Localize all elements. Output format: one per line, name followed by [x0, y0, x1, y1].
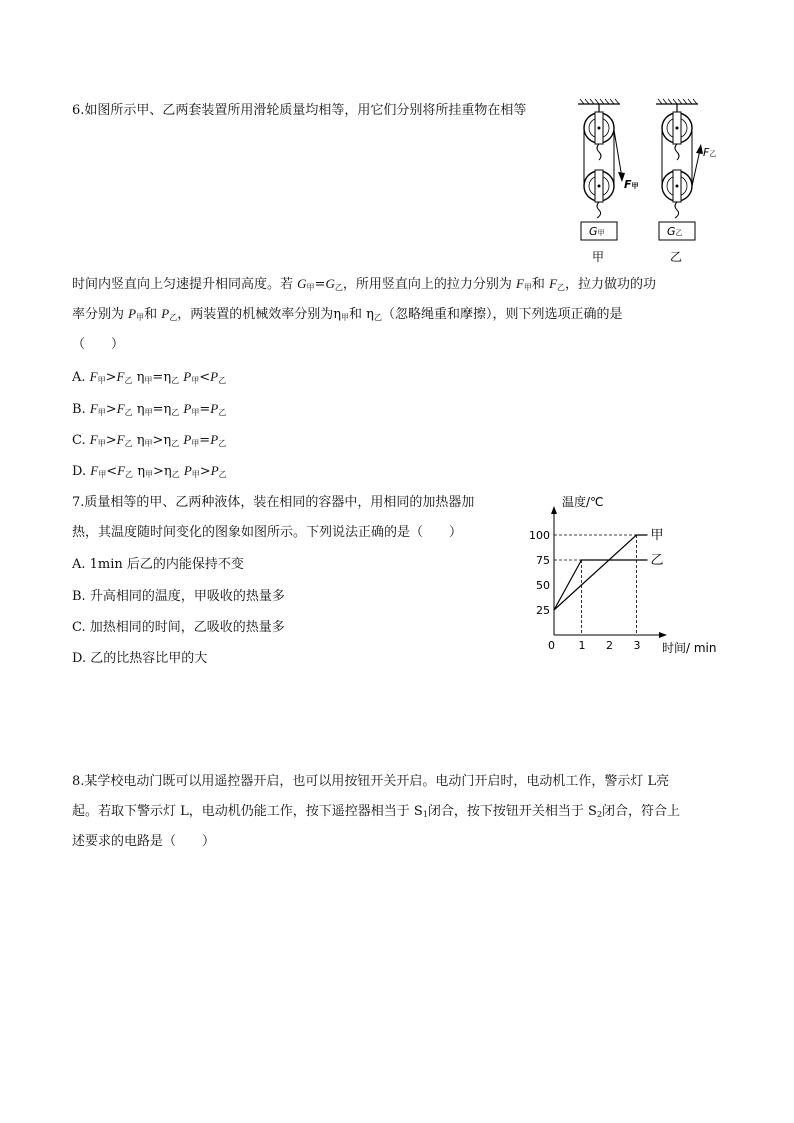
q8-line-3: 述要求的电路是（ ） [72, 834, 216, 849]
pulley-device-yi [656, 99, 716, 264]
y-tick-label: 100 [529, 529, 550, 542]
q6-line-1: 6.如图所示甲、乙两套装置所用滑轮质量均相等，用它们分别将所挂重物在相等 [72, 103, 527, 118]
q8-line-2: 起。若取下警示灯 L，电动机仍能工作，按下遥控器相当于 $S_1$闭合，按下按钮开关相当于 $S_2$闭合，符合上 [72, 804, 681, 819]
y-tick-label: 75 [536, 554, 550, 567]
temperature-time-chart [520, 488, 730, 660]
y-axis-label: 温度/℃ [562, 495, 604, 509]
q6-line-2: 时间内竖直向上匀速提升相同高度。若 $G_甲=G_乙$，所用竖直向上的拉力分别为 $F_甲$和 $F_乙$，拉力做功的功 [72, 276, 657, 292]
x-tick-label: 2 [606, 639, 613, 652]
q7-option-a: A. 1min 后乙的内能保持不变 [72, 557, 244, 572]
force-label-yi: F乙 [703, 146, 717, 159]
device-label-yi: 乙 [670, 250, 683, 264]
q6-pulley-figure [568, 98, 728, 268]
q6-option-b: B. $F_甲>F_乙$ $\eta_甲=\eta_乙$ $P_甲=P_乙$ [72, 401, 227, 417]
series-label-yi: 乙 [650, 553, 664, 568]
q8-line-1: 8.某学校电动门既可以用遥控器开启，也可以用按钮开关开启。电动门开启时，电动机工作，警示灯 L亮 [72, 774, 670, 789]
pulley-device-jia [578, 99, 639, 264]
q7-option-d: D. 乙的比热容比甲的大 [72, 651, 208, 666]
q7-line-1: 7.质量相等的甲、乙两种液体，装在相同的容器中，用相同的加热器加 [72, 495, 475, 510]
q7-line-2: 热，其温度随时间变化的图象如图所示。下列说法正确的是（ ） [72, 525, 463, 540]
y-axis-arrow [551, 506, 557, 514]
x-axis-arrow [659, 632, 667, 638]
x-tick-label: 0 [548, 639, 555, 652]
series-line-jia [554, 535, 648, 610]
q6-line-3: 率分别为 $P_甲$和 $P_乙$，两装置的机械效率分别为$\eta_甲$和 $\eta_乙$（忽略绳重和摩擦），则下列选项正确的是 [72, 306, 623, 322]
q7-option-b: B. 升高相同的温度，甲吸收的热量多 [72, 589, 285, 604]
y-tick-label: 50 [536, 579, 550, 592]
q6-option-c: C. $F_甲>F_乙$ $\eta_甲>\eta_乙$ $P_甲=P_乙$ [72, 432, 227, 448]
x-axis-label: 时间/ min [662, 641, 717, 655]
y-tick-label: 25 [536, 604, 550, 617]
weight-label-jia: G甲 [589, 225, 605, 238]
q6-option-a: A. $F_甲>F_乙$ $\eta_甲=\eta_乙$ $P_甲<P_乙$ [72, 369, 227, 385]
device-label-jia: 甲 [592, 250, 605, 264]
q6-option-d: D. $F_甲<F_乙$ $\eta_甲>\eta_乙$ $P_甲>P_乙$ [72, 463, 227, 479]
series-label-jia: 甲 [650, 528, 664, 543]
q7-option-c: C. 加热相同的时间，乙吸收的热量多 [72, 620, 285, 635]
weight-label-yi: G乙 [667, 225, 683, 238]
x-tick-label: 3 [633, 639, 641, 652]
x-tick-label: 1 [578, 639, 586, 652]
force-label-jia: F甲 [624, 178, 639, 191]
q6-answer-paren: （ ） [72, 337, 125, 352]
